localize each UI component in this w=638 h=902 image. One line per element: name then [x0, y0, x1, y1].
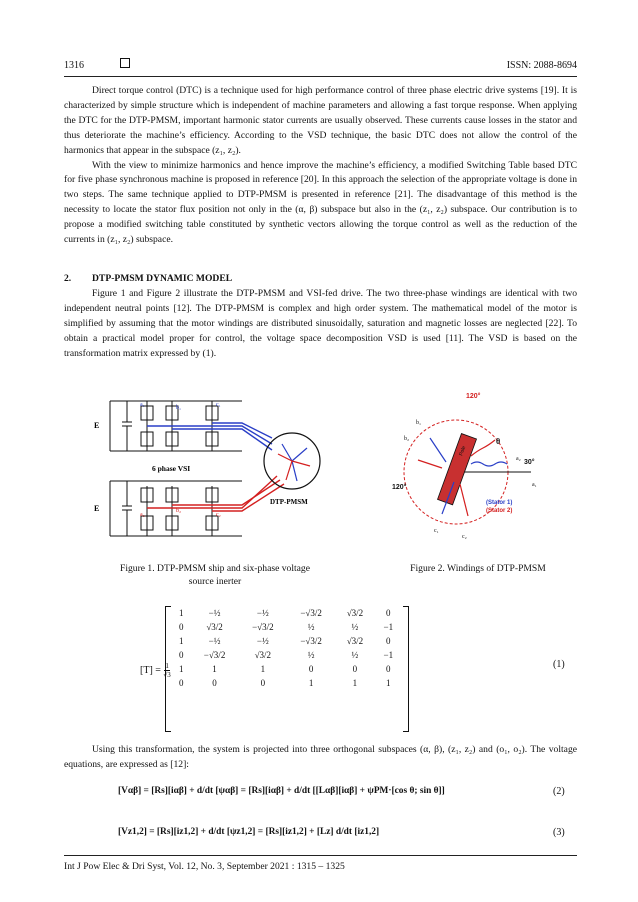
matrix-cell: −√3/2 [203, 650, 226, 660]
winding-b2-label: b₂ [404, 436, 410, 442]
matrix-cell: 1 [386, 678, 391, 688]
matrix-cell: −1 [383, 622, 394, 632]
transformation-matrix [172, 606, 402, 690]
equation-2: [Vαβ] = [Rs][iαβ] + d/dt [ψαβ] = [Rs][iαβ] + d/dt [[Lαβ][iαβ] + ψPM·[cos θ; sin θ]] [118, 786, 445, 796]
figure-1-caption-line-2: source inerter [188, 576, 242, 587]
prefactor-den: √3 [163, 671, 171, 679]
matrix-cell: 1 [178, 608, 184, 618]
header-rule [64, 76, 577, 77]
matrix-cell: 0 [178, 678, 184, 688]
matrix-cell: 0 [308, 664, 314, 674]
matrix-cell: 0 [178, 650, 184, 660]
matrix-cell: 1 [308, 678, 314, 688]
matrix-cell: 0 [212, 678, 217, 688]
matrix-cell: √3/2 [346, 636, 364, 646]
matrix-cell: √3/2 [254, 650, 272, 660]
journal-square-icon [118, 58, 130, 70]
angle-top-label: 120° [466, 393, 481, 400]
after-matrix-text [64, 743, 577, 773]
matrix-cell: √3/2 [346, 608, 364, 618]
matrix-cell: 0 [386, 608, 391, 618]
matrix-cell: ½ [307, 622, 315, 632]
matrix-cell: 1 [212, 664, 217, 674]
equation-1-number: (1) [553, 659, 565, 670]
phase-c2-label: c₂ [216, 512, 221, 518]
matrix-row [172, 676, 402, 690]
equation-3: [Vz1,2] = [Rs][iz1,2] + d/dt [ψz1,2] = [Rs][iz1,2] + [Lz] d/dt [iz1,2] [118, 827, 380, 837]
matrix-cell: √3/2 [206, 622, 223, 632]
matrix-cell: ½ [351, 622, 359, 632]
vsi-label: 6 phase VSI [152, 464, 191, 473]
theta-label: θ [496, 437, 501, 446]
matrix-cell: −√3/2 [300, 636, 322, 646]
angle-small-label: 30° [524, 459, 535, 466]
matrix-cell: −½ [256, 636, 269, 646]
equation-3-number: (3) [553, 827, 565, 838]
matrix-cell: 1 [178, 664, 184, 674]
phase-c1-label: c₁ [216, 402, 221, 408]
angle-left-label: 120° [392, 484, 407, 491]
motor-label: DTP-PMSM [270, 498, 308, 506]
rotor-label: Pole [458, 445, 468, 457]
section-number: 2. [64, 273, 72, 284]
matrix-row [172, 606, 402, 620]
equation-2-number: (2) [553, 786, 565, 797]
matrix-row [172, 620, 402, 634]
section-title: DTP-PMSM DYNAMIC MODEL [92, 273, 233, 284]
matrix-cell: −½ [208, 608, 221, 618]
figure-2-caption: Figure 2. Windings of DTP-PMSM [410, 563, 546, 574]
legend-stator-1: (Stator 1) [486, 500, 513, 506]
matrix-cell: 0 [386, 664, 391, 674]
paragraph-1: Direct torque control (DTC) is a technique used for high performance control of three phase electric drive systems [19]. It is characterized by simple structure which is independent of machine parameters and allowing a fast torque response. When applying the DTC for the DTP-PMSM, important harmonic stator currents are usually observed. These currents cause losses in the stator and thus deteriorate the machine’s efficiency. According to the VSD technique, the basic DTC does not allow the control of the harmonics that appear in the subspace (z₁, z₂). [64, 85, 577, 156]
page-number: 1316 [64, 60, 84, 71]
phase-a2-label: a₂ [140, 512, 145, 518]
section-paragraph: Figure 1 and Figure 2 illustrate the DTP-PMSM and VSI-fed drive. The two three-phase windings are identical with two independent neutral points [12]. The DTP-PMSM is complex and high order system. The mathematical model of the motor is simplified by assuming that the motor windings are distributed sinusoidally, saturation and magnetic losses are neglected [22]. To obtain a practical model proper for control, the voltage space decomposition VSD is used [11]. The VSD is based on the transformation matrix expressed by (1). [64, 288, 577, 359]
winding-a2-label: a₂ [516, 456, 521, 462]
matrix-cell: −√3/2 [300, 608, 322, 618]
issn: ISSN: 2088-8694 [506, 60, 577, 71]
section-text [64, 287, 577, 362]
figure-1-diagram [92, 376, 350, 546]
matrix-left-bracket [165, 606, 171, 732]
matrix-row [172, 662, 402, 676]
footer-rule [64, 855, 577, 856]
figure-2-diagram [376, 384, 546, 544]
matrix-cell: −½ [208, 636, 221, 646]
phase-b1-label: b₁ [176, 405, 182, 411]
phase-b2-label: b₂ [176, 508, 182, 514]
matrix-cell: ½ [307, 650, 315, 660]
winding-c2-label: c₂ [462, 534, 467, 540]
prefactor-num: 1 [165, 662, 169, 670]
phase-a1-label: a₁ [140, 402, 145, 408]
matrix-row [172, 648, 402, 662]
footer-citation: Int J Pow Elec & Dri Syst, Vol. 12, No. 3, September 2021 : 1315 – 1325 [64, 861, 345, 872]
matrix-right-bracket [403, 606, 409, 732]
matrix-symbol: [T] = [140, 664, 161, 676]
matrix-cell: −√3/2 [252, 622, 274, 632]
matrix-cell: 1 [260, 664, 266, 674]
matrix-cell: 1 [352, 678, 358, 688]
matrix-cell: ½ [351, 650, 359, 660]
matrix-cell: 0 [352, 664, 358, 674]
matrix-cell: −½ [256, 608, 269, 618]
winding-c1-label: c₁ [434, 528, 439, 534]
matrix-cell: 0 [178, 622, 184, 632]
matrix-cell: 0 [386, 636, 391, 646]
e2-label: E [94, 504, 100, 513]
e1-label: E [94, 421, 100, 430]
after-matrix-paragraph: Using this transformation, the system is projected into three orthogonal subspaces (α, β), (z₁, z₂) and (o₁, o₂). The voltage equations, are expressed as [12]: [64, 744, 577, 770]
figure-1-caption-line-1: Figure 1. DTP-PMSM ship and six-phase voltage [119, 563, 310, 574]
winding-b1-label: b₁ [416, 420, 422, 426]
figure-1-caption [102, 562, 328, 588]
matrix-row [172, 634, 402, 648]
matrix-cell: 0 [260, 678, 266, 688]
matrix-cell: 1 [178, 636, 184, 646]
winding-a1-label: a₁ [532, 482, 537, 488]
matrix-cell: −1 [383, 650, 394, 660]
paragraph-2: With the view to minimize harmonics and hence improve the machine’s efficiency, a modified Switching Table based DTC for five phase synchronous machine is proposed in reference [20]. In this approach the selection of the appropriate voltage is done in two steps. The same technique applied to DTP-PMSM is presented in reference [21]. The disadvantage of this method is the necessity to locate the stator flux position not only in the (α, β) subspace but also in the (z₁, z₂) subspace. Our contribution is to propose a modified switching table constituted by synthetic vectors allowing the torque control as well as the reduction of the currents in (z₁, z₂) subspace. [64, 159, 577, 246]
intro-text [64, 84, 577, 248]
legend-stator-2: (Stator 2) [486, 508, 513, 514]
